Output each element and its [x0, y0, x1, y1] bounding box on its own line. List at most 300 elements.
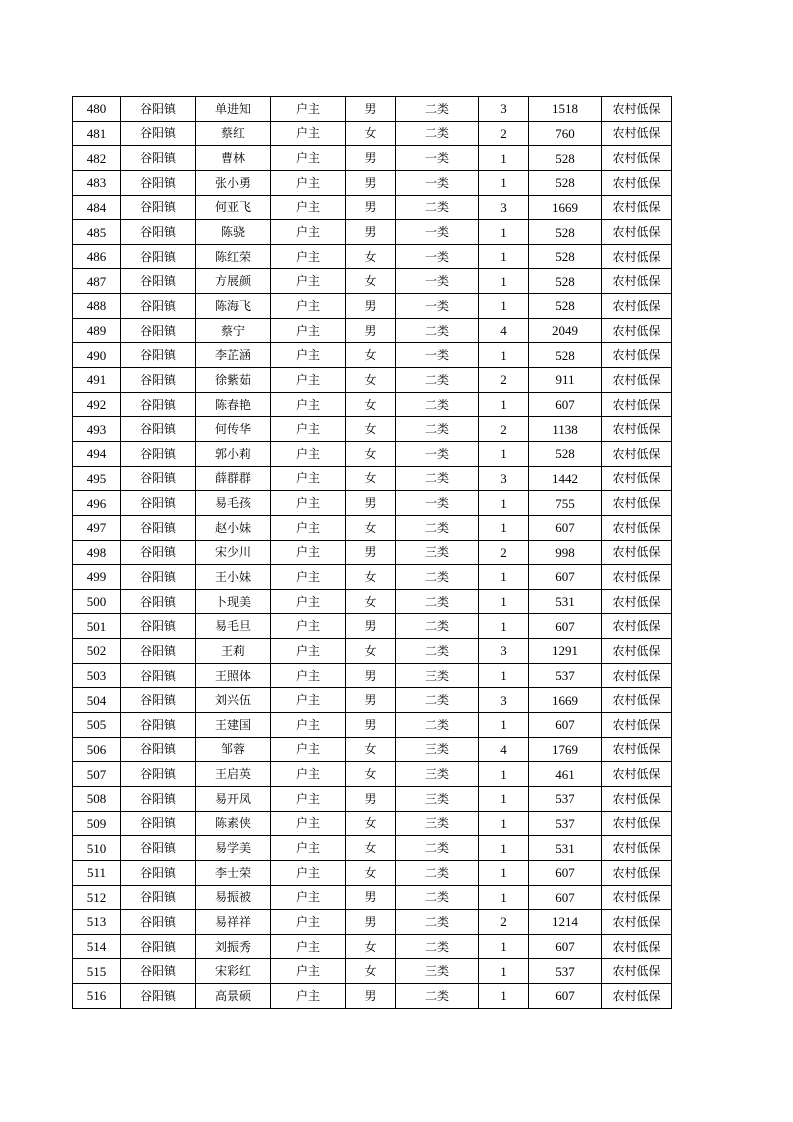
assistance-type-cell: 农村低保	[602, 737, 672, 762]
category-cell: 一类	[396, 244, 479, 269]
household-size-cell: 1	[479, 170, 529, 195]
town-cell: 谷阳镇	[121, 515, 196, 540]
relation-cell: 户主	[271, 860, 346, 885]
row-number-cell: 503	[73, 663, 121, 688]
table-row	[73, 786, 672, 811]
name-cell: 陈素侠	[196, 811, 271, 836]
table-row	[73, 614, 672, 639]
category-cell: 二类	[396, 565, 479, 590]
assistance-type-cell: 农村低保	[602, 195, 672, 220]
assistance-type-cell: 农村低保	[602, 343, 672, 368]
assistance-type-cell: 农村低保	[602, 97, 672, 122]
relation-cell: 户主	[271, 269, 346, 294]
category-cell: 三类	[396, 540, 479, 565]
row-number-cell: 488	[73, 294, 121, 319]
town-cell: 谷阳镇	[121, 269, 196, 294]
row-number-cell: 508	[73, 786, 121, 811]
table-row	[73, 368, 672, 393]
table-row	[73, 269, 672, 294]
relation-cell: 户主	[271, 170, 346, 195]
relation-cell: 户主	[271, 762, 346, 787]
relation-cell: 户主	[271, 294, 346, 319]
category-cell: 一类	[396, 343, 479, 368]
row-number-cell: 490	[73, 343, 121, 368]
table-row	[73, 195, 672, 220]
name-cell: 李芷涵	[196, 343, 271, 368]
table-row	[73, 220, 672, 245]
household-size-cell: 1	[479, 294, 529, 319]
household-size-cell: 1	[479, 934, 529, 959]
category-cell: 二类	[396, 515, 479, 540]
town-cell: 谷阳镇	[121, 294, 196, 319]
town-cell: 谷阳镇	[121, 540, 196, 565]
town-cell: 谷阳镇	[121, 663, 196, 688]
row-number-cell: 509	[73, 811, 121, 836]
gender-cell: 女	[346, 762, 396, 787]
household-size-cell: 2	[479, 417, 529, 442]
relation-cell: 户主	[271, 318, 346, 343]
assistance-type-cell: 农村低保	[602, 614, 672, 639]
name-cell: 王莉	[196, 639, 271, 664]
row-number-cell: 486	[73, 244, 121, 269]
roster-body	[73, 97, 672, 1009]
table-row	[73, 860, 672, 885]
assistance-type-cell: 农村低保	[602, 121, 672, 146]
assistance-type-cell: 农村低保	[602, 294, 672, 319]
assistance-type-cell: 农村低保	[602, 220, 672, 245]
gender-cell: 男	[346, 220, 396, 245]
household-size-cell: 1	[479, 614, 529, 639]
household-size-cell: 1	[479, 244, 529, 269]
category-cell: 一类	[396, 441, 479, 466]
table-row	[73, 170, 672, 195]
amount-cell: 528	[529, 170, 602, 195]
relation-cell: 户主	[271, 244, 346, 269]
household-size-cell: 1	[479, 713, 529, 738]
gender-cell: 男	[346, 540, 396, 565]
relation-cell: 户主	[271, 121, 346, 146]
table-row	[73, 959, 672, 984]
gender-cell: 女	[346, 441, 396, 466]
category-cell: 三类	[396, 663, 479, 688]
town-cell: 谷阳镇	[121, 368, 196, 393]
town-cell: 谷阳镇	[121, 762, 196, 787]
town-cell: 谷阳镇	[121, 614, 196, 639]
relation-cell: 户主	[271, 368, 346, 393]
town-cell: 谷阳镇	[121, 343, 196, 368]
assistance-type-cell: 农村低保	[602, 146, 672, 171]
town-cell: 谷阳镇	[121, 836, 196, 861]
table-row	[73, 934, 672, 959]
amount-cell: 760	[529, 121, 602, 146]
assistance-type-cell: 农村低保	[602, 491, 672, 516]
household-size-cell: 1	[479, 146, 529, 171]
gender-cell: 女	[346, 836, 396, 861]
household-size-cell: 4	[479, 318, 529, 343]
town-cell: 谷阳镇	[121, 195, 196, 220]
assistance-type-cell: 农村低保	[602, 589, 672, 614]
town-cell: 谷阳镇	[121, 565, 196, 590]
gender-cell: 男	[346, 885, 396, 910]
household-size-cell: 2	[479, 910, 529, 935]
table-row	[73, 885, 672, 910]
name-cell: 方展颜	[196, 269, 271, 294]
category-cell: 二类	[396, 417, 479, 442]
category-cell: 一类	[396, 220, 479, 245]
gender-cell: 男	[346, 984, 396, 1009]
town-cell: 谷阳镇	[121, 786, 196, 811]
gender-cell: 女	[346, 269, 396, 294]
category-cell: 二类	[396, 984, 479, 1009]
household-size-cell: 1	[479, 220, 529, 245]
row-number-cell: 497	[73, 515, 121, 540]
row-number-cell: 514	[73, 934, 121, 959]
category-cell: 二类	[396, 836, 479, 861]
name-cell: 王照体	[196, 663, 271, 688]
amount-cell: 607	[529, 860, 602, 885]
category-cell: 二类	[396, 368, 479, 393]
town-cell: 谷阳镇	[121, 392, 196, 417]
relation-cell: 户主	[271, 417, 346, 442]
category-cell: 二类	[396, 318, 479, 343]
row-number-cell: 483	[73, 170, 121, 195]
household-size-cell: 1	[479, 786, 529, 811]
assistance-type-cell: 农村低保	[602, 786, 672, 811]
assistance-type-cell: 农村低保	[602, 713, 672, 738]
category-cell: 一类	[396, 491, 479, 516]
name-cell: 易学美	[196, 836, 271, 861]
gender-cell: 女	[346, 244, 396, 269]
assistance-type-cell: 农村低保	[602, 860, 672, 885]
relation-cell: 户主	[271, 984, 346, 1009]
table-row	[73, 466, 672, 491]
row-number-cell: 489	[73, 318, 121, 343]
category-cell: 二类	[396, 910, 479, 935]
table-row	[73, 491, 672, 516]
table-row	[73, 343, 672, 368]
assistance-type-cell: 农村低保	[602, 836, 672, 861]
row-number-cell: 498	[73, 540, 121, 565]
table-row	[73, 441, 672, 466]
name-cell: 陈红荣	[196, 244, 271, 269]
household-size-cell: 1	[479, 343, 529, 368]
name-cell: 宋彩红	[196, 959, 271, 984]
amount-cell: 1442	[529, 466, 602, 491]
household-size-cell: 1	[479, 959, 529, 984]
assistance-type-cell: 农村低保	[602, 910, 672, 935]
relation-cell: 户主	[271, 885, 346, 910]
assistance-type-cell: 农村低保	[602, 368, 672, 393]
relation-cell: 户主	[271, 392, 346, 417]
table-row	[73, 97, 672, 122]
relation-cell: 户主	[271, 688, 346, 713]
gender-cell: 女	[346, 343, 396, 368]
table-row	[73, 244, 672, 269]
table-row	[73, 146, 672, 171]
gender-cell: 女	[346, 860, 396, 885]
amount-cell: 607	[529, 713, 602, 738]
table-row	[73, 515, 672, 540]
table-row	[73, 318, 672, 343]
table-row	[73, 639, 672, 664]
category-cell: 二类	[396, 885, 479, 910]
category-cell: 二类	[396, 121, 479, 146]
row-number-cell: 504	[73, 688, 121, 713]
household-size-cell: 1	[479, 762, 529, 787]
household-size-cell: 1	[479, 392, 529, 417]
row-number-cell: 492	[73, 392, 121, 417]
town-cell: 谷阳镇	[121, 910, 196, 935]
category-cell: 二类	[396, 466, 479, 491]
gender-cell: 男	[346, 170, 396, 195]
gender-cell: 女	[346, 589, 396, 614]
household-size-cell: 1	[479, 836, 529, 861]
name-cell: 赵小妹	[196, 515, 271, 540]
town-cell: 谷阳镇	[121, 589, 196, 614]
amount-cell: 607	[529, 515, 602, 540]
household-size-cell: 1	[479, 811, 529, 836]
category-cell: 二类	[396, 688, 479, 713]
name-cell: 王小妹	[196, 565, 271, 590]
gender-cell: 男	[346, 146, 396, 171]
name-cell: 卜现美	[196, 589, 271, 614]
gender-cell: 女	[346, 417, 396, 442]
name-cell: 易毛旦	[196, 614, 271, 639]
category-cell: 二类	[396, 860, 479, 885]
assistance-type-cell: 农村低保	[602, 934, 672, 959]
relation-cell: 户主	[271, 343, 346, 368]
relation-cell: 户主	[271, 441, 346, 466]
row-number-cell: 516	[73, 984, 121, 1009]
relation-cell: 户主	[271, 220, 346, 245]
household-size-cell: 1	[479, 491, 529, 516]
table-row	[73, 910, 672, 935]
row-number-cell: 481	[73, 121, 121, 146]
assistance-type-cell: 农村低保	[602, 959, 672, 984]
assistance-type-cell: 农村低保	[602, 540, 672, 565]
gender-cell: 男	[346, 688, 396, 713]
row-number-cell: 480	[73, 97, 121, 122]
name-cell: 何亚飞	[196, 195, 271, 220]
amount-cell: 1769	[529, 737, 602, 762]
gender-cell: 女	[346, 737, 396, 762]
table-row	[73, 392, 672, 417]
gender-cell: 女	[346, 466, 396, 491]
gender-cell: 男	[346, 97, 396, 122]
gender-cell: 男	[346, 318, 396, 343]
row-number-cell: 506	[73, 737, 121, 762]
gender-cell: 男	[346, 491, 396, 516]
name-cell: 刘振秀	[196, 934, 271, 959]
category-cell: 二类	[396, 934, 479, 959]
table-row	[73, 688, 672, 713]
row-number-cell: 501	[73, 614, 121, 639]
amount-cell: 911	[529, 368, 602, 393]
household-size-cell: 3	[479, 688, 529, 713]
town-cell: 谷阳镇	[121, 146, 196, 171]
amount-cell: 2049	[529, 318, 602, 343]
row-number-cell: 485	[73, 220, 121, 245]
amount-cell: 537	[529, 811, 602, 836]
name-cell: 陈骁	[196, 220, 271, 245]
relation-cell: 户主	[271, 959, 346, 984]
amount-cell: 998	[529, 540, 602, 565]
name-cell: 邹蓉	[196, 737, 271, 762]
town-cell: 谷阳镇	[121, 417, 196, 442]
category-cell: 三类	[396, 811, 479, 836]
amount-cell: 607	[529, 934, 602, 959]
relation-cell: 户主	[271, 836, 346, 861]
household-size-cell: 1	[479, 860, 529, 885]
table-row	[73, 663, 672, 688]
row-number-cell: 507	[73, 762, 121, 787]
row-number-cell: 499	[73, 565, 121, 590]
category-cell: 二类	[396, 713, 479, 738]
table-row	[73, 121, 672, 146]
row-number-cell: 493	[73, 417, 121, 442]
amount-cell: 755	[529, 491, 602, 516]
category-cell: 二类	[396, 589, 479, 614]
town-cell: 谷阳镇	[121, 441, 196, 466]
relation-cell: 户主	[271, 540, 346, 565]
town-cell: 谷阳镇	[121, 244, 196, 269]
gender-cell: 女	[346, 639, 396, 664]
amount-cell: 528	[529, 294, 602, 319]
row-number-cell: 484	[73, 195, 121, 220]
amount-cell: 607	[529, 885, 602, 910]
gender-cell: 女	[346, 392, 396, 417]
household-size-cell: 3	[479, 466, 529, 491]
name-cell: 郭小莉	[196, 441, 271, 466]
table-row	[73, 984, 672, 1009]
assistance-type-cell: 农村低保	[602, 639, 672, 664]
amount-cell: 528	[529, 220, 602, 245]
gender-cell: 男	[346, 663, 396, 688]
name-cell: 单进知	[196, 97, 271, 122]
town-cell: 谷阳镇	[121, 984, 196, 1009]
table-row	[73, 713, 672, 738]
relation-cell: 户主	[271, 737, 346, 762]
household-size-cell: 3	[479, 639, 529, 664]
name-cell: 蔡红	[196, 121, 271, 146]
amount-cell: 531	[529, 836, 602, 861]
assistance-type-cell: 农村低保	[602, 417, 672, 442]
town-cell: 谷阳镇	[121, 97, 196, 122]
table-row	[73, 762, 672, 787]
row-number-cell: 505	[73, 713, 121, 738]
gender-cell: 男	[346, 910, 396, 935]
relation-cell: 户主	[271, 663, 346, 688]
town-cell: 谷阳镇	[121, 737, 196, 762]
name-cell: 易开凤	[196, 786, 271, 811]
row-number-cell: 495	[73, 466, 121, 491]
town-cell: 谷阳镇	[121, 121, 196, 146]
household-size-cell: 1	[479, 589, 529, 614]
assistance-type-cell: 农村低保	[602, 663, 672, 688]
amount-cell: 461	[529, 762, 602, 787]
category-cell: 二类	[396, 97, 479, 122]
town-cell: 谷阳镇	[121, 688, 196, 713]
household-size-cell: 3	[479, 195, 529, 220]
relation-cell: 户主	[271, 146, 346, 171]
town-cell: 谷阳镇	[121, 318, 196, 343]
household-size-cell: 1	[479, 565, 529, 590]
amount-cell: 528	[529, 269, 602, 294]
relation-cell: 户主	[271, 97, 346, 122]
town-cell: 谷阳镇	[121, 466, 196, 491]
relation-cell: 户主	[271, 811, 346, 836]
household-size-cell: 1	[479, 441, 529, 466]
table-row	[73, 540, 672, 565]
household-size-cell: 1	[479, 515, 529, 540]
assistance-type-cell: 农村低保	[602, 244, 672, 269]
assistance-type-cell: 农村低保	[602, 269, 672, 294]
amount-cell: 1214	[529, 910, 602, 935]
category-cell: 二类	[396, 392, 479, 417]
town-cell: 谷阳镇	[121, 713, 196, 738]
relation-cell: 户主	[271, 786, 346, 811]
town-cell: 谷阳镇	[121, 811, 196, 836]
gender-cell: 女	[346, 959, 396, 984]
household-size-cell: 4	[479, 737, 529, 762]
name-cell: 易毛孩	[196, 491, 271, 516]
assistance-type-cell: 农村低保	[602, 466, 672, 491]
row-number-cell: 491	[73, 368, 121, 393]
gender-cell: 女	[346, 121, 396, 146]
table-row	[73, 811, 672, 836]
row-number-cell: 513	[73, 910, 121, 935]
gender-cell: 女	[346, 368, 396, 393]
amount-cell: 607	[529, 392, 602, 417]
town-cell: 谷阳镇	[121, 220, 196, 245]
row-number-cell: 512	[73, 885, 121, 910]
name-cell: 曹林	[196, 146, 271, 171]
name-cell: 薛群群	[196, 466, 271, 491]
household-size-cell: 2	[479, 540, 529, 565]
name-cell: 宋少川	[196, 540, 271, 565]
row-number-cell: 496	[73, 491, 121, 516]
category-cell: 一类	[396, 146, 479, 171]
relation-cell: 户主	[271, 934, 346, 959]
household-size-cell: 2	[479, 121, 529, 146]
amount-cell: 528	[529, 244, 602, 269]
gender-cell: 女	[346, 811, 396, 836]
relation-cell: 户主	[271, 910, 346, 935]
household-size-cell: 3	[479, 97, 529, 122]
table-row	[73, 737, 672, 762]
name-cell: 易振被	[196, 885, 271, 910]
relation-cell: 户主	[271, 195, 346, 220]
gender-cell: 女	[346, 515, 396, 540]
amount-cell: 1669	[529, 688, 602, 713]
gender-cell: 女	[346, 565, 396, 590]
table-row	[73, 565, 672, 590]
name-cell: 易祥祥	[196, 910, 271, 935]
category-cell: 三类	[396, 737, 479, 762]
amount-cell: 528	[529, 441, 602, 466]
assistance-type-cell: 农村低保	[602, 392, 672, 417]
amount-cell: 537	[529, 959, 602, 984]
assistance-type-cell: 农村低保	[602, 811, 672, 836]
category-cell: 一类	[396, 269, 479, 294]
category-cell: 二类	[396, 614, 479, 639]
name-cell: 高景硕	[196, 984, 271, 1009]
table-row	[73, 836, 672, 861]
town-cell: 谷阳镇	[121, 860, 196, 885]
relation-cell: 户主	[271, 491, 346, 516]
household-size-cell: 1	[479, 885, 529, 910]
assistance-type-cell: 农村低保	[602, 565, 672, 590]
